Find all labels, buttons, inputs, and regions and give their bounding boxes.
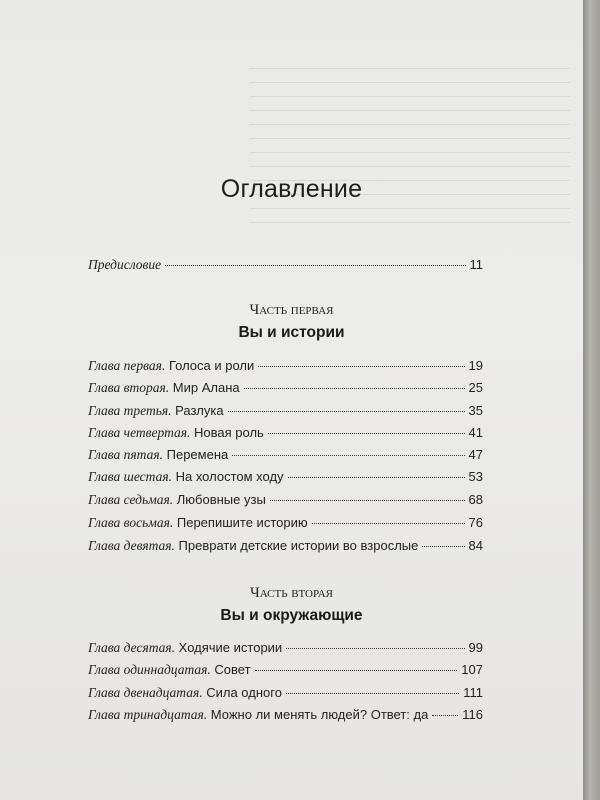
chapter-title: Можно ли менять людей? Ответ: да: [210, 707, 429, 722]
leader-dots: [228, 411, 465, 412]
page-number: 25: [468, 380, 483, 395]
leader-dots: [258, 366, 464, 367]
leader-dots: [288, 477, 465, 478]
leader-dots: [432, 715, 458, 716]
toc-entry: [88, 358, 483, 376]
part-label: Часть первая: [249, 302, 334, 318]
leader-dots: [165, 265, 465, 266]
toc-entry: [88, 469, 483, 487]
leader-dots: [268, 433, 465, 434]
chapter-title: Новая роль: [194, 425, 264, 440]
leader-dots: [312, 523, 465, 524]
chapter-number: Глава шестая.: [88, 469, 172, 484]
chapter-number: Глава десятая.: [88, 640, 176, 655]
toc-entry: [88, 640, 483, 658]
toc-entry: [88, 685, 483, 703]
page-number: 11: [469, 257, 483, 272]
chapter-number: Глава восьмая.: [88, 515, 174, 530]
chapter-number: Глава четвертая.: [88, 425, 191, 440]
chapter-number: Глава тринадцатая.: [88, 707, 208, 722]
toc-entry: [88, 707, 483, 725]
page-number: 68: [468, 492, 483, 507]
leader-dots: [255, 670, 458, 671]
page-number: 107: [461, 662, 483, 677]
chapter-number: Глава третья.: [88, 403, 172, 418]
part-title: Вы и окружающие: [220, 607, 363, 624]
chapter-number: Глава одиннадцатая.: [88, 662, 211, 677]
page-number: 99: [468, 640, 483, 655]
toc-entry: [88, 662, 483, 680]
page-number: 53: [468, 469, 483, 484]
leader-dots: [286, 648, 464, 649]
page-number: 111: [463, 685, 483, 700]
chapter-title: Разлука: [175, 403, 224, 418]
chapter-title: Любовные узы: [176, 492, 266, 507]
chapter-title: Совет: [214, 662, 251, 677]
chapter-title: Перепишите историю: [176, 515, 308, 530]
toc-entry: [88, 447, 483, 465]
page-number: 116: [462, 707, 483, 722]
leader-dots: [270, 500, 465, 501]
chapter-number: Глава первая.: [88, 358, 166, 373]
toc-entry: [88, 538, 483, 556]
leader-dots: [286, 693, 459, 694]
page-title: Оглавление: [220, 175, 363, 203]
chapter-number: Глава вторая.: [88, 380, 170, 395]
chapter-title: Преврати детские истории во взрослые: [178, 538, 419, 553]
page-number: 47: [468, 447, 483, 462]
show-through-text: [250, 55, 570, 235]
toc-entry: [88, 515, 483, 533]
book-page-edge: [583, 0, 600, 800]
chapter-title: Сила одного: [206, 685, 282, 700]
preface-label: Предисловие: [88, 257, 162, 272]
toc-entry-preface: [88, 257, 483, 275]
part-title: Вы и истории: [238, 324, 345, 341]
chapter-number: Глава девятая.: [88, 538, 175, 553]
chapter-title: Мир Алана: [172, 380, 240, 395]
chapter-number: Глава двенадцатая.: [88, 685, 203, 700]
page-number: 35: [468, 403, 483, 418]
part-label: Часть вторая: [250, 585, 333, 601]
page-number: 19: [468, 358, 483, 373]
toc-entry: [88, 425, 483, 443]
page-number: 76: [468, 515, 483, 530]
chapter-number: Глава седьмая.: [88, 492, 174, 507]
chapter-title: На холостом ходу: [175, 469, 284, 484]
chapter-number: Глава пятая.: [88, 447, 163, 462]
page-number: 84: [468, 538, 483, 553]
toc-entry: [88, 380, 483, 398]
toc-entry: [88, 403, 483, 421]
leader-dots: [232, 455, 464, 456]
leader-dots: [244, 388, 465, 389]
chapter-title: Голоса и роли: [168, 358, 255, 373]
chapter-title: Ходячие истории: [178, 640, 283, 655]
leader-dots: [422, 546, 464, 547]
toc-entry: [88, 492, 483, 510]
page-number: 41: [468, 425, 483, 440]
chapter-title: Перемена: [166, 447, 229, 462]
